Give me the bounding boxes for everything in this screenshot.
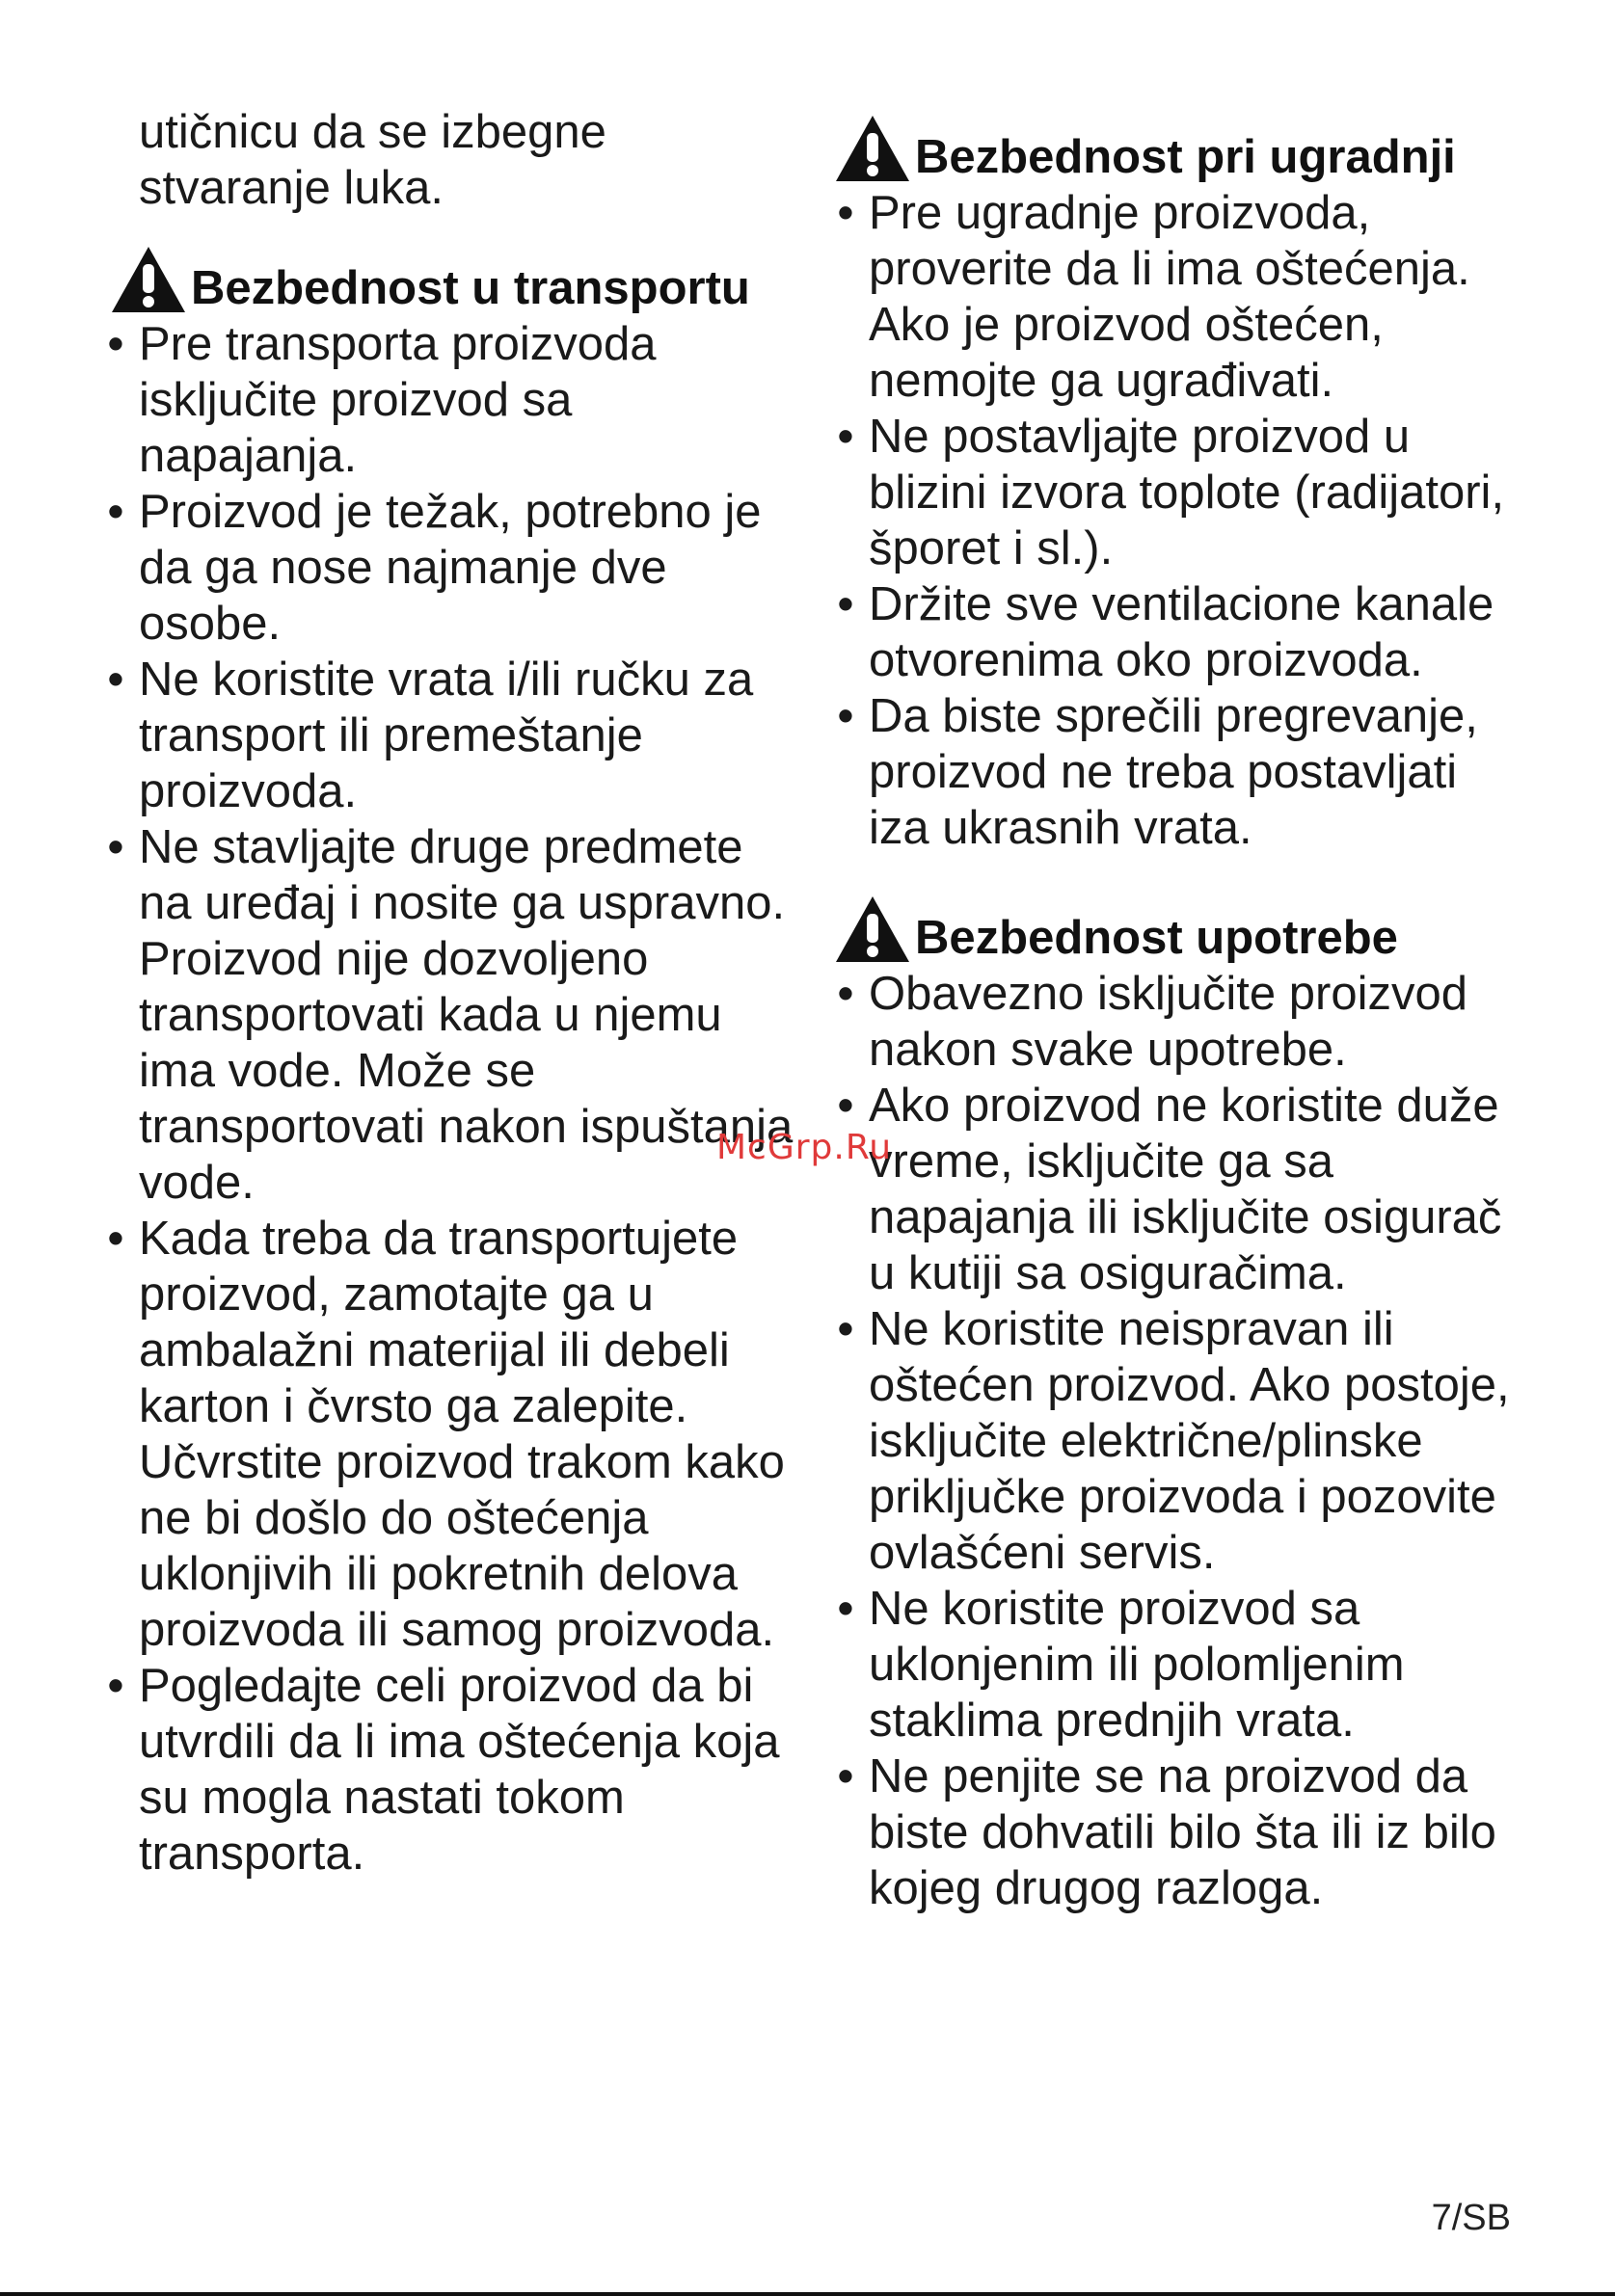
list-item-text: Ne postavljajte proizvod u blizini izvora toplote (radijatori, šporet i sl.). (869, 411, 1505, 574)
list-item-text: Pogledajte celi proizvod da bi utvrdili da li ima oštećenja koja su mogla nastati tokom transporta. (139, 1660, 780, 1880)
transport-list (104, 316, 798, 1882)
list-item: • Ne koristite vrata i/ili ručku za transport ili premeštanje proizvoda. (107, 654, 754, 817)
warning-triangle-icon (110, 245, 187, 316)
list-item-text: Pre transporta proizvoda isključite proizvod sa napajanja. (139, 318, 657, 482)
list-item-text: Ne koristite proizvod sa uklonjenim ili polomljenim staklima prednjih vrata. (869, 1583, 1405, 1747)
list-item: • Ne koristite neispravan ili oštećen proizvod. Ako postoje, isključite električne/plinske priključke proizvoda i pozovite ovlašćeni servis. (837, 1303, 1510, 1579)
list-item: • Da biste sprečili pregrevanje, proizvod ne treba postavljati iza ukrasnih vrata. (837, 690, 1478, 854)
intro-paragraph (104, 104, 798, 216)
list-item-text: Obavezno isključite proizvod nakon svake upotrebe. (869, 968, 1467, 1076)
list-item-text: Ne koristite vrata i/ili ručku za transport ili premeštanje proizvoda. (139, 654, 754, 817)
right-column (834, 114, 1528, 1916)
list-item-text: Ne koristite neispravan ili oštećen proizvod. Ako postoje, isključite električne/plinske priključke proizvoda i pozovite ovlašćeni servis. (869, 1303, 1510, 1579)
list-item: • Ne koristite proizvod sa uklonjenim ili polomljenim staklima prednjih vrata. (837, 1583, 1405, 1747)
section-title: Bezbednost pri ugradnji (915, 131, 1456, 183)
list-item-text: Ako proizvod ne koristite duže vreme, isključite ga sa napajanja ili isključite osigurač u kutiji sa osiguračima. (869, 1080, 1502, 1299)
list-item: • Ne penjite se na proizvod da biste dohvatili bilo šta ili iz bilo kojeg drugog razloga. (837, 1750, 1496, 1914)
list-item-text: Držite sve ventilacione kanale otvorenima oko proizvoda. (869, 578, 1494, 686)
list-item: • Proizvod je težak, potrebno je da ga nose najmanje dve osobe. (107, 486, 762, 650)
usage-list (834, 966, 1528, 1916)
warning-triangle-icon (834, 894, 911, 966)
list-item-text: Ne penjite se na proizvod da biste dohvatili bilo šta ili iz bilo kojeg drugog razloga. (869, 1750, 1496, 1914)
list-item-text: Kada treba da transportujete proizvod, zamotajte ga u ambalažni materijal ili debeli karton i čvrsto ga zalepite. Učvrstite proizvod trakom kako ne bi došlo do oštećenja uklonjivih ili pokretnih delova proizvoda ili samog proizvoda. (139, 1213, 785, 1656)
list-item: • Obavezno isključite proizvod nakon svake upotrebe. (837, 968, 1467, 1076)
list-item: • Pre transporta proizvoda isključite proizvod sa napajanja. (107, 318, 657, 482)
list-item-text: Pre ugradnje proizvoda, proverite da li ima oštećenja. Ako je proizvod oštećen, nemojte ga ugrađivati. (869, 187, 1470, 407)
list-item: • Pre ugradnje proizvoda, proverite da li ima oštećenja. Ako je proizvod oštećen, nemojte ga ugrađivati. (837, 187, 1470, 407)
section-heading-transport (110, 245, 798, 316)
list-item: • Ne postavljajte proizvod u blizini izvora toplote (radijatori, šporet i sl.). (837, 411, 1505, 574)
list-item: • Ne stavljajte druge predmete na uređaj i nosite ga uspravno. Proizvod nije dozvoljeno transportovati kada u njemu ima vode. Može se transportovati nakon ispuštanja vode. (104, 819, 798, 1211)
section-title: Bezbednost upotrebe (915, 912, 1398, 964)
warning-triangle-icon (834, 114, 911, 185)
section-heading-usage (834, 894, 1528, 966)
watermark: McGrp.Ru (716, 1128, 893, 1167)
list-item-text: Proizvod je težak, potrebno je da ga nose najmanje dve osobe. (139, 486, 762, 650)
left-column (104, 104, 798, 1882)
list-item: • Ako proizvod ne koristite duže vreme, isključite ga sa napajanja ili isključite osigurač u kutiji sa osiguračima. (837, 1080, 1502, 1299)
list-item: • Kada treba da transportujete proizvod, zamotajte ga u ambalažni materijal ili debeli karton i čvrsto ga zalepite. Učvrstite proizvod trakom kako ne bi došlo do oštećenja uklonjivih ili pokretnih delova proizvoda ili samog proizvoda. (107, 1213, 785, 1656)
list-item-text: Ne stavljajte druge predmete na uređaj i nosite ga uspravno. (139, 821, 786, 929)
page-number: 7/SB (1431, 2198, 1511, 2238)
intro-line: utičnicu da se izbegne (139, 106, 606, 158)
section-heading-installation (834, 114, 1528, 185)
list-item-text: Da biste sprečili pregrevanje, proizvod ne treba postavljati iza ukrasnih vrata. (869, 690, 1478, 854)
list-item-extra: Proizvod nije dozvoljeno transportovati kada u njemu ima vode. Može se transportovati nakon ispuštanja vode. (139, 933, 794, 1209)
installation-list (834, 185, 1528, 856)
list-item: • Držite sve ventilacione kanale otvorenima oko proizvoda. (837, 578, 1494, 686)
list-item: • Pogledajte celi proizvod da bi utvrdili da li ima oštećenja koja su mogla nastati tokom transporta. (107, 1660, 780, 1880)
section-title: Bezbednost u transportu (191, 262, 750, 314)
bottom-rule (0, 2292, 1615, 2296)
intro-line: stvaranje luka. (139, 162, 444, 214)
